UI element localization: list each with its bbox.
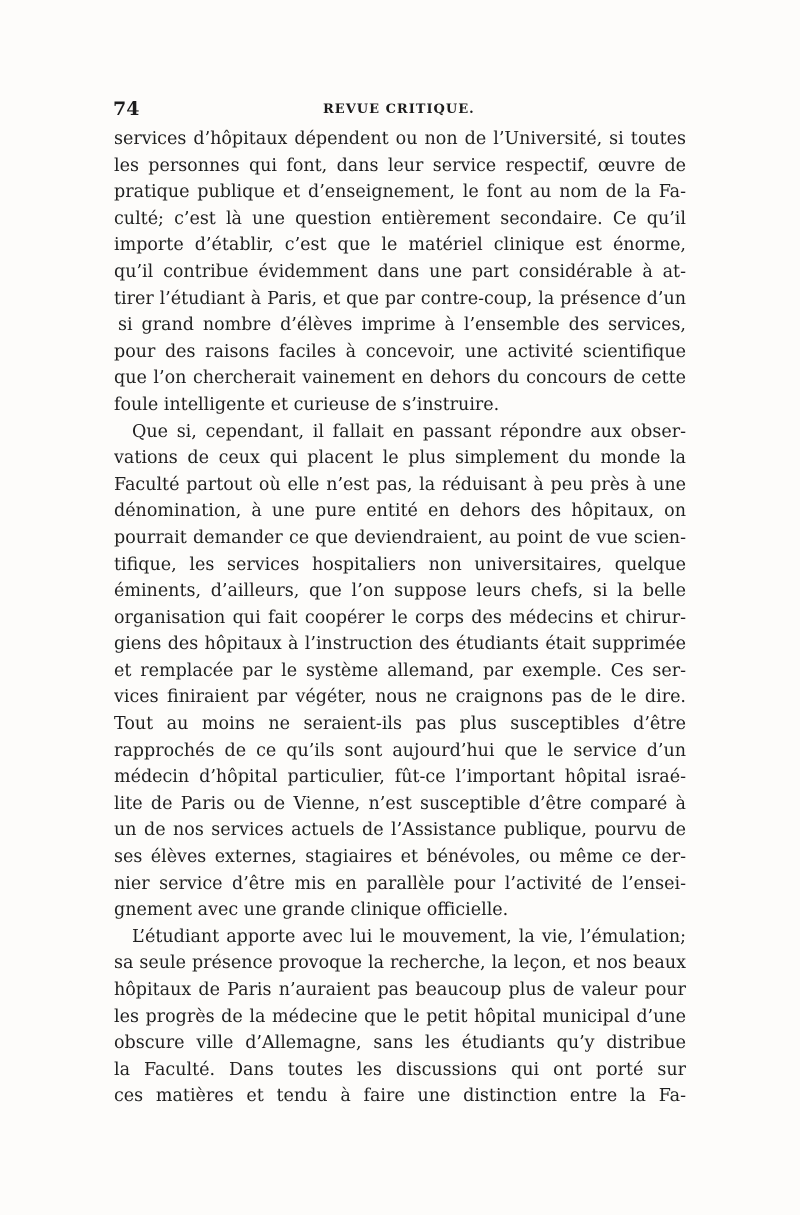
text-line: lite de Paris ou de Vienne, n’est susceptible d’être comparé à — [114, 793, 686, 814]
text-line: sa seule présence provoque la recherche, la leçon, et nos beaux — [114, 953, 686, 974]
text-line: L’étudiant apporte avec lui le mouvement, la vie, l’émulation; — [132, 926, 686, 947]
text-line: dénomination, à une pure entité en dehors des hôpitaux, on — [114, 501, 686, 522]
text-line: et remplacée par le système allemand, par exemple. Ces ser- — [114, 660, 686, 681]
text-line: vices finiraient par végéter, nous ne craignons pas de le dire. — [114, 687, 686, 708]
body-text — [114, 126, 686, 1110]
text-line: tifique, les services hospitaliers non universitaires, quelque — [114, 554, 686, 575]
text-line: un de nos services actuels de l’Assistance publique, pourvu de — [114, 820, 686, 841]
text-line: si grand nombre d’élèves imprime à l’ensemble des services, — [118, 315, 686, 336]
text-line: éminents, d’ailleurs, que l’on suppose leurs chefs, si la belle — [114, 581, 686, 602]
text-line: les personnes qui font, dans leur service respectif, œuvre de — [114, 155, 686, 176]
text-line: rapprochés de ce qu’ils sont aujourd’hui que le service d’un — [114, 740, 686, 761]
text-line: gnement avec une grande clinique officielle. — [114, 900, 509, 921]
text-line: obscure ville d’Allemagne, sans les étudiants qu’y distribue — [114, 1033, 686, 1054]
text-line: Faculté partout où elle n’est pas, la réduisant à peu près à une — [114, 474, 686, 495]
text-line: Que si, cependant, il fallait en passant répondre aux obser- — [132, 421, 686, 442]
text-line: vations de ceux qui placent le plus simplement du monde la — [114, 448, 686, 469]
text-line: services d’hôpitaux dépendent ou non de l’Université, si toutes — [114, 129, 686, 149]
text-line: ses élèves externes, stagiaires et bénévoles, ou même ce der- — [114, 847, 686, 868]
text-line: tirer l’étudiant à Paris, et que par contre-coup, la présence d’un — [114, 288, 686, 309]
text-line: qu’il contribue évidemment dans une part considérable à at- — [114, 261, 686, 282]
text-line: culté; c’est là une question entièrement secondaire. Ce qu’il — [114, 208, 686, 229]
text-line: pourrait demander ce que deviendraient, au point de vue scien- — [114, 527, 686, 548]
text-line: que l’on chercherait vainement en dehors du concours de cette — [114, 368, 686, 389]
text-line: ces matières et tendu à faire une distinction entre la Fa- — [114, 1086, 686, 1107]
text-line: foule intelligente et curieuse de s’instruire. — [114, 394, 500, 415]
text-line: la Faculté. Dans toutes les discussions qui ont porté sur — [114, 1059, 686, 1080]
text-line: pratique publique et d’enseignement, le font au nom de la Fa- — [114, 182, 686, 203]
text-line: hôpitaux de Paris n’auraient pas beaucoup plus de valeur pour — [114, 980, 686, 1000]
text-line: Tout au moins ne seraient-ils pas plus susceptibles d’être — [114, 714, 686, 735]
text-line: pour des raisons faciles à concevoir, une activité scientifique — [114, 341, 686, 362]
text-line: médecin d’hôpital particulier, fût-ce l’important hôpital israé- — [114, 767, 686, 788]
running-head — [113, 98, 693, 126]
text-line: giens des hôpitaux à l’instruction des étudiants était supprimée — [114, 634, 686, 655]
journal-title: REVUE CRITIQUE. — [323, 102, 475, 117]
page-number: 74 — [113, 98, 140, 120]
text-line: importe d’établir, c’est que le matériel clinique est énorme, — [114, 235, 686, 256]
text-line: nier service d’être mis en parallèle pour l’activité de l’ensei- — [114, 873, 686, 894]
text-line: les progrès de la médecine que le petit hôpital municipal d’une — [114, 1006, 686, 1027]
text-line: organisation qui fait coopérer le corps des médecins et chirur- — [114, 607, 686, 628]
